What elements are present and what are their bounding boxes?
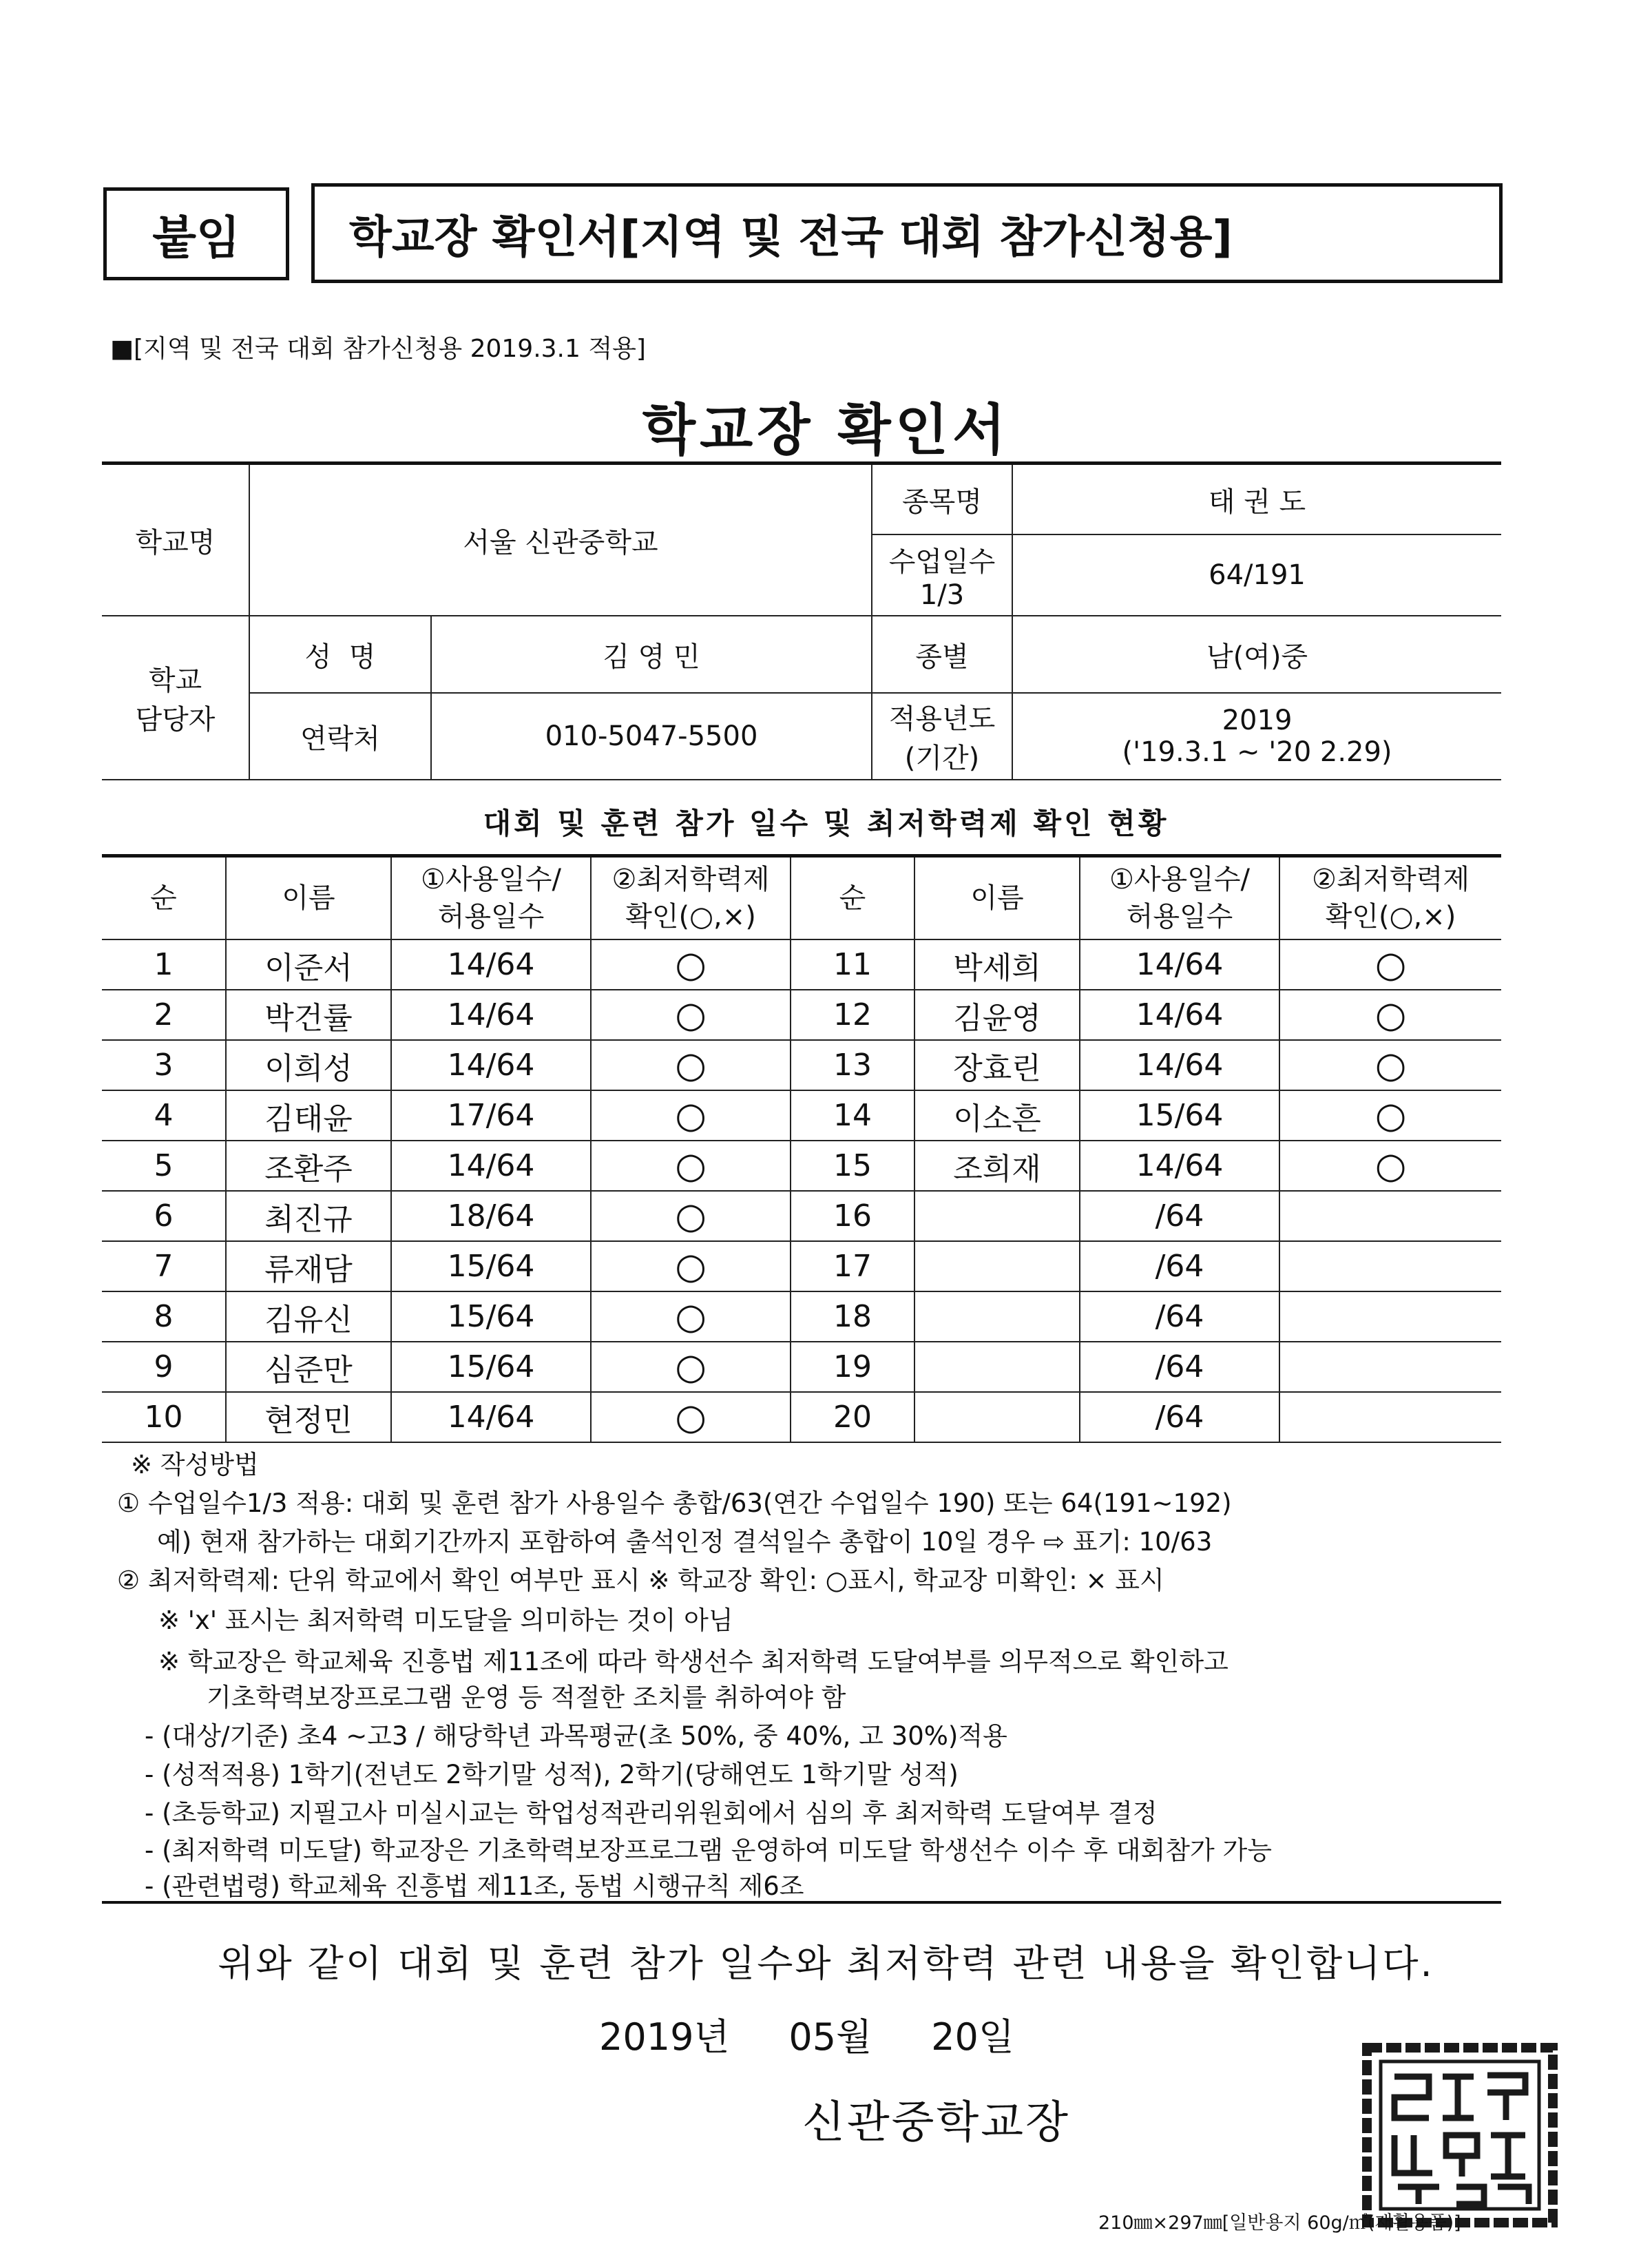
row-check: ○ <box>591 1090 791 1141</box>
row-name: 이희성 <box>226 1040 391 1090</box>
row-name: 장효린 <box>914 1040 1080 1090</box>
table-row <box>102 1090 1501 1141</box>
row-no: 2 <box>102 990 226 1040</box>
manager-name-value: 김 영 민 <box>431 616 872 693</box>
row-name: 김태윤 <box>226 1090 391 1141</box>
manager-label-line2: 담당자 <box>135 704 216 736</box>
event-value: 태 권 도 <box>1012 464 1501 535</box>
row-name <box>914 1191 1080 1241</box>
note-line: ※ 'x' 표시는 최저학력 미도달을 의미하는 것이 아님 <box>158 1606 733 1635</box>
confirmation-statement: 위와 같이 대회 및 훈련 참가 일수와 최저학력 관련 내용을 확인합니다. <box>218 1942 1434 1985</box>
row-no: 11 <box>791 939 914 990</box>
note-line: ② 최저학력제: 단위 학교에서 확인 여부만 표시 ※ 학교장 확인: ○표시, 학교장 미확인: × 표시 <box>117 1566 1164 1595</box>
row-check: ○ <box>591 939 791 990</box>
row-no: 19 <box>791 1342 914 1392</box>
row-no: 8 <box>102 1291 226 1342</box>
period-label-line2: (기간) <box>904 742 980 774</box>
row-check: ○ <box>591 990 791 1040</box>
school-name-value: 서울 신관중학교 <box>249 464 872 616</box>
header-no-right: 순 <box>791 856 914 940</box>
row-days: 14/64 <box>391 1392 591 1442</box>
row-check: ○ <box>1279 990 1501 1040</box>
category-value: 남(여)중 <box>1012 616 1501 693</box>
row-days: 15/64 <box>391 1342 591 1392</box>
row-name <box>914 1342 1080 1392</box>
row-check: ○ <box>1279 1090 1501 1141</box>
row-no: 13 <box>791 1040 914 1090</box>
contact-label: 연락처 <box>249 693 431 780</box>
row-check: ○ <box>1279 1141 1501 1191</box>
note-line: - (관련법령) 학교체육 진흥법 제11조, 동법 시행규칙 제6조 <box>145 1871 804 1901</box>
document-title: 학교장 확인서 <box>642 398 1010 462</box>
section-title: 대회 및 훈련 참가 일수 및 최저학력제 확인 현황 <box>483 807 1169 840</box>
event-label: 종목명 <box>872 464 1012 535</box>
row-check: ○ <box>1279 939 1501 990</box>
table-row <box>102 1392 1501 1442</box>
date-month: 05월 <box>788 2015 872 2059</box>
row-name: 조희재 <box>914 1141 1080 1191</box>
row-check <box>1279 1392 1501 1442</box>
confirmation-date <box>599 2008 1014 2061</box>
note-line: ※ 학교장은 학교체육 진흥법 제11조에 따라 학생선수 최저학력 도달여부를 의무적으로 확인하고 <box>158 1647 1228 1676</box>
note-line: - (초등학교) 지필고사 미실시교는 학업성적관리위원회에서 심의 후 최저학력 도달여부 결정 <box>145 1798 1158 1828</box>
note-line: 예) 현재 참가하는 대회기간까지 포함하여 출석인정 결석일수 총합이 10일 경우 ⇨ 표기: 10/63 <box>157 1527 1213 1557</box>
row-check: ○ <box>591 1392 791 1442</box>
row-name: 이준서 <box>226 939 391 990</box>
row-name: 심준만 <box>226 1342 391 1392</box>
header-days-line2: 허용일수 <box>1126 901 1233 933</box>
row-check: ○ <box>591 1291 791 1342</box>
row-days: /64 <box>1080 1392 1279 1442</box>
header-check-line2: 확인(○,×) <box>1325 901 1456 933</box>
header-name-right: 이름 <box>914 856 1080 940</box>
row-days: 14/64 <box>391 1040 591 1090</box>
date-day: 20일 <box>931 2015 1015 2059</box>
row-name: 조환주 <box>226 1141 391 1191</box>
table-row <box>102 1241 1501 1291</box>
attachment-label: 붙임 <box>152 211 240 264</box>
heading-box <box>311 183 1503 283</box>
row-check: ○ <box>591 1141 791 1191</box>
row-name: 현정민 <box>226 1392 391 1442</box>
row-no: 16 <box>791 1191 914 1241</box>
row-days: 15/64 <box>391 1291 591 1342</box>
row-days: 14/64 <box>1080 939 1279 990</box>
row-name <box>914 1291 1080 1342</box>
header-days-right <box>1080 856 1279 940</box>
row-days: 14/64 <box>391 939 591 990</box>
row-no: 15 <box>791 1141 914 1191</box>
table-row <box>102 1040 1501 1090</box>
table-row <box>102 1141 1501 1191</box>
row-no: 12 <box>791 990 914 1040</box>
row-check: ○ <box>1279 1040 1501 1090</box>
row-days: 18/64 <box>391 1191 591 1241</box>
header-name-left: 이름 <box>226 856 391 940</box>
table-row <box>102 939 1501 990</box>
header-check-right <box>1279 856 1501 940</box>
period-range: ('19.3.1 ~ '20 2.29) <box>1122 736 1392 768</box>
row-name: 김윤영 <box>914 990 1080 1040</box>
period-label <box>872 693 1012 780</box>
row-no: 1 <box>102 939 226 990</box>
table-row <box>102 1342 1501 1392</box>
header-check-line1: ②최저학력제 <box>1311 864 1470 895</box>
school-info-table <box>102 461 1501 780</box>
table-row <box>102 1191 1501 1241</box>
table-row <box>102 1291 1501 1342</box>
header-days-left <box>391 856 591 940</box>
contact-value: 010-5047-5500 <box>431 693 872 780</box>
row-name <box>914 1241 1080 1291</box>
row-no: 20 <box>791 1392 914 1442</box>
row-no: 9 <box>102 1342 226 1392</box>
class-days-label-line2: 1/3 <box>919 579 965 611</box>
note-line: - (성적적용) 1학기(전년도 2학기말 성적), 2학기(당해연도 1학기말 성적) <box>145 1760 959 1789</box>
row-name: 박건률 <box>226 990 391 1040</box>
row-no: 4 <box>102 1090 226 1141</box>
row-check <box>1279 1241 1501 1291</box>
period-year: 2019 <box>1222 705 1293 736</box>
row-days: 14/64 <box>391 990 591 1040</box>
row-days: 15/64 <box>1080 1090 1279 1141</box>
official-seal-stamp <box>1360 2042 1560 2228</box>
period-value <box>1012 693 1501 780</box>
row-no: 6 <box>102 1191 226 1241</box>
manager-label-line1: 학교 <box>148 665 202 696</box>
header-days-line1: ①사용일수/ <box>421 864 561 895</box>
row-days: /64 <box>1080 1191 1279 1241</box>
row-no: 3 <box>102 1040 226 1090</box>
principal-signature-line: 신관중학교장 <box>802 2097 1070 2148</box>
note-line: - (대상/기준) 초4 ~고3 / 해당학년 과목평균(초 50%, 중 40%, 고 30%)적용 <box>145 1721 1007 1751</box>
manager-label <box>102 616 249 780</box>
row-days: 14/64 <box>1080 1040 1279 1090</box>
row-days: 14/64 <box>1080 1141 1279 1191</box>
row-name: 이소흔 <box>914 1090 1080 1141</box>
row-days: /64 <box>1080 1241 1279 1291</box>
note-line: ① 수업일수1/3 적용: 대회 및 훈련 참가 사용일수 총합/63(연간 수업일수 190) 또는 64(191~192) <box>117 1488 1232 1518</box>
row-no: 10 <box>102 1392 226 1442</box>
row-check: ○ <box>591 1191 791 1241</box>
note-line: - (최저학력 미도달) 학교장은 기초학력보장프로그램 운영하여 미도달 학생선수 이수 후 대회참가 가능 <box>145 1836 1273 1865</box>
row-days: 14/64 <box>391 1141 591 1191</box>
class-days-value: 64/191 <box>1012 534 1501 616</box>
class-days-label-line1: 수업일수 <box>888 546 996 578</box>
row-no: 18 <box>791 1291 914 1342</box>
row-days: 17/64 <box>391 1090 591 1141</box>
header-no-left: 순 <box>102 856 226 940</box>
row-check <box>1279 1291 1501 1342</box>
school-name-label: 학교명 <box>102 464 249 616</box>
divider <box>102 1901 1501 1904</box>
header-check-left <box>591 856 791 940</box>
row-days: /64 <box>1080 1291 1279 1342</box>
row-no: 7 <box>102 1241 226 1291</box>
row-days: 15/64 <box>391 1241 591 1291</box>
category-label: 종별 <box>872 616 1012 693</box>
manager-name-label: 성 명 <box>249 616 431 693</box>
row-name: 박세희 <box>914 939 1080 990</box>
class-days-label <box>872 534 1012 616</box>
header-check-line1: ②최저학력제 <box>611 864 770 895</box>
note-line: 기초학력보장프로그램 운영 등 적절한 조치를 취하여야 함 <box>207 1683 846 1712</box>
row-no: 5 <box>102 1141 226 1191</box>
period-label-line1: 적용년도 <box>888 703 996 735</box>
row-no: 17 <box>791 1241 914 1291</box>
header-days-line1: ①사용일수/ <box>1109 864 1250 895</box>
row-check <box>1279 1342 1501 1392</box>
row-name: 류재담 <box>226 1241 391 1291</box>
row-days: /64 <box>1080 1342 1279 1392</box>
date-year: 2019년 <box>599 2015 730 2059</box>
applicability-note: ■[지역 및 전국 대회 참가신청용 2019.3.1 적용] <box>110 335 646 363</box>
row-name: 김유신 <box>226 1291 391 1342</box>
attachment-label-box <box>103 187 289 280</box>
row-name <box>914 1392 1080 1442</box>
row-check: ○ <box>591 1241 791 1291</box>
paper-spec-note: 210㎜×297㎜[일반용지 60g/㎡(재활용품)] <box>1098 2212 1461 2234</box>
notes-heading: ※ 작성방법 <box>131 1450 259 1479</box>
header-check-line2: 확인(○,×) <box>625 901 756 933</box>
row-check: ○ <box>591 1342 791 1392</box>
row-check <box>1279 1191 1501 1241</box>
row-name: 최진규 <box>226 1191 391 1241</box>
row-no: 14 <box>791 1090 914 1141</box>
table-row <box>102 990 1501 1040</box>
row-check: ○ <box>591 1040 791 1090</box>
row-days: 14/64 <box>1080 990 1279 1040</box>
header-days-line2: 허용일수 <box>437 901 545 933</box>
form-heading: 학교장 확인서[지역 및 전국 대회 참가신청용] <box>349 211 1233 263</box>
athlete-list-table <box>102 854 1501 1443</box>
